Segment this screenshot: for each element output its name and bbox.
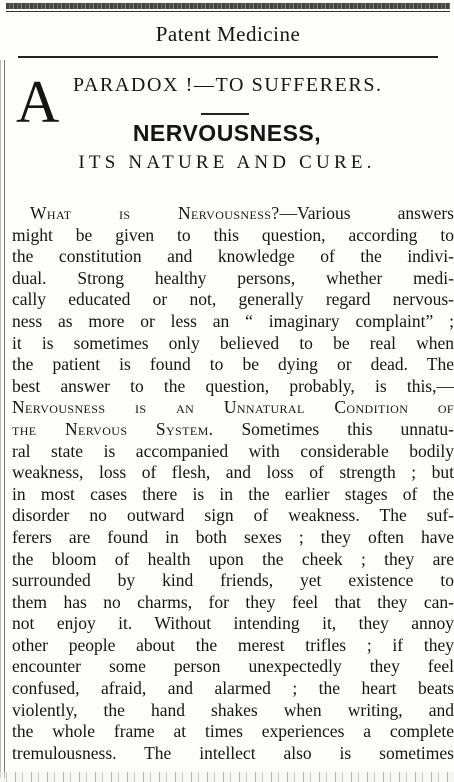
small-caps-run: Nervousness is an Unnatural Condition of [12, 397, 454, 418]
small-caps-run: the Nervous System. [12, 418, 214, 439]
text-run: the constitution and knowledge of the indivi- [12, 246, 454, 267]
drop-cap: A [16, 69, 60, 135]
text-run: might be given to this question, according to [12, 224, 454, 245]
top-thin-rule [6, 11, 450, 12]
text-run: ral state is accompanied with considerable bodily [12, 440, 454, 461]
small-caps-run: What is Nervousness? [30, 203, 280, 223]
text-run: not enjoy it. Without intending it, they annoy [12, 613, 454, 634]
text-run: in most cases there is in the earlier stages of the [12, 483, 454, 504]
text-run: best answer to the question, probably, is this,— [12, 375, 454, 396]
text-run: Sometimes this unnatu- [213, 418, 454, 439]
text-line [12, 333, 454, 355]
text-line [12, 376, 454, 398]
text-line [12, 678, 454, 700]
text-line [12, 246, 454, 268]
text-run: other people about the merest trifles ; if they [12, 634, 454, 655]
text-line [12, 289, 454, 311]
text-run: ferers are found in both sexes ; they often have [12, 526, 454, 547]
text-line [12, 354, 454, 376]
headline-rule [201, 113, 249, 115]
text-run: dual. Strong healthy persons, whether medi- [12, 267, 454, 288]
advert-headline: PARADOX !—TO SUFFERERS. [73, 74, 383, 96]
text-run: ness as more or less an “ imaginary complaint” ; [12, 310, 454, 331]
bottom-cut-edge [0, 772, 454, 782]
text-line [12, 570, 454, 592]
text-line [12, 203, 454, 225]
text-run: surrounded by kind friends, yet existence to [12, 570, 454, 591]
section-underline [18, 56, 438, 58]
text-line [12, 397, 454, 419]
section-heading: Patent Medicine [155, 22, 301, 46]
text-run: weakness, loss of flesh, and loss of strength ; but [12, 462, 454, 483]
advert-subsubhead: ITS NATURE AND CURE. [78, 152, 376, 173]
text-run: encounter some person unexpectedly they feel [12, 656, 454, 677]
text-line [12, 268, 454, 290]
text-run: cally educated or not, generally regard nervous- [12, 289, 454, 310]
text-run: tremulousness. The intellect also is sometimes [12, 742, 454, 763]
text-line [12, 635, 454, 657]
text-line [12, 592, 454, 614]
text-line [12, 613, 454, 635]
text-line [12, 700, 454, 722]
text-line [12, 743, 454, 765]
advert-subhead: NERVOUSNESS, [132, 120, 322, 146]
text-run: —Various answers [279, 203, 454, 223]
top-border-rule [6, 3, 450, 9]
text-line [12, 505, 454, 527]
text-run: violently, the hand shakes when writing, and [12, 699, 454, 720]
text-line [12, 656, 454, 678]
text-run: it is sometimes only believed to be real when [12, 332, 454, 353]
text-line [12, 462, 454, 484]
text-run: disorder no outward sign of weakness. The suf- [12, 505, 454, 526]
text-line [12, 527, 454, 549]
text-run: the patient is found to be dying or dead. The [12, 354, 454, 375]
text-line [12, 441, 454, 463]
text-run: them has no charms, for they feel that they can- [12, 591, 454, 612]
text-run: the whole frame at times experiences a complete [12, 721, 454, 742]
text-line [12, 419, 454, 441]
text-line [12, 225, 454, 247]
text-line [12, 484, 454, 506]
article-body [12, 203, 454, 764]
text-line [12, 311, 454, 333]
text-line [12, 549, 454, 571]
text-run: the bloom of health upon the cheek ; they are [12, 548, 454, 569]
text-line [12, 721, 454, 743]
text-run: confused, afraid, and alarmed ; the heart beats [12, 678, 454, 699]
